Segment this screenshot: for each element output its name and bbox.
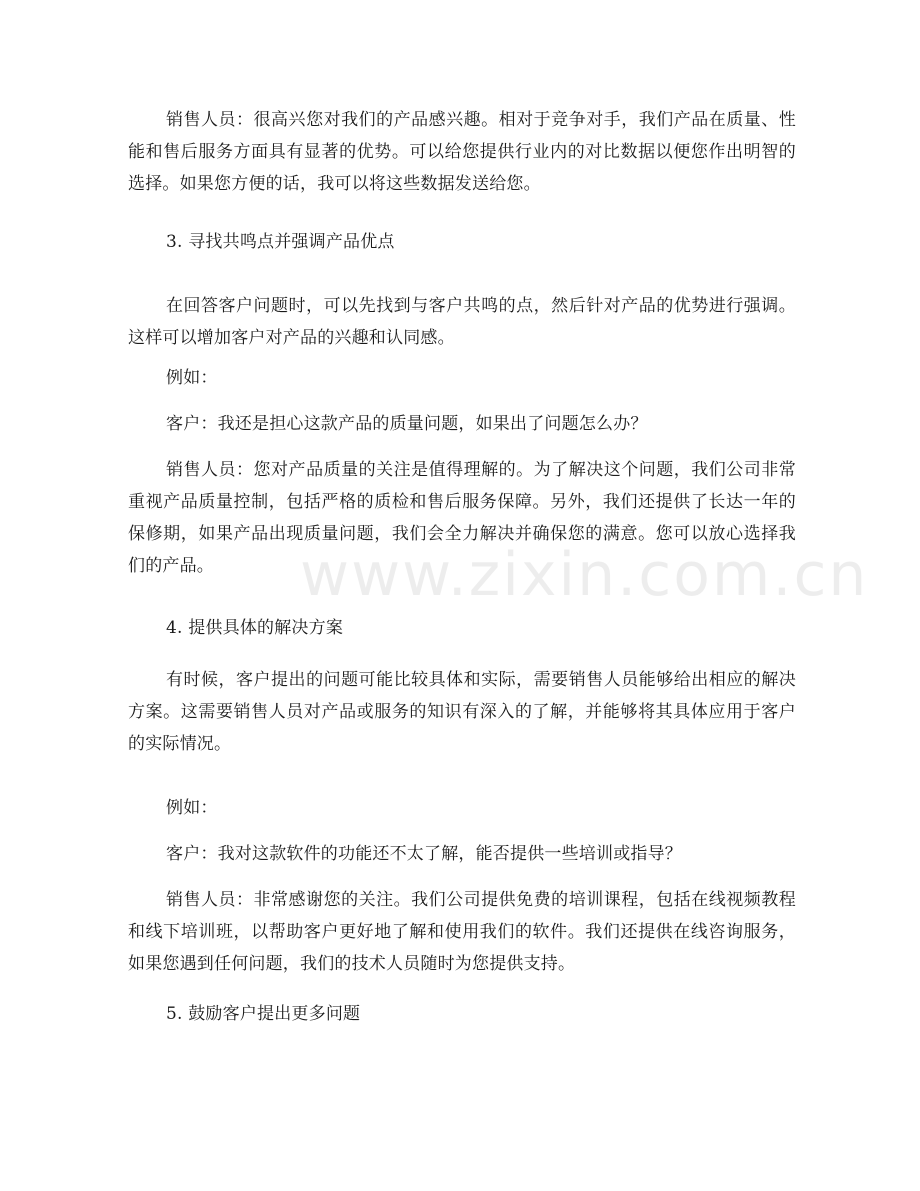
paragraph-customer-question-2: 客户：我对这款软件的功能还不太了解，能否提供一些培训或指导？ bbox=[166, 844, 682, 864]
watermark: www.zixin.com.cn bbox=[300, 540, 869, 610]
section-heading-3: 3. 寻找共鸣点并强调产品优点 bbox=[166, 232, 395, 252]
paragraph-section-3-intro: 在回答客户问题时，可以先找到与客户共鸣的点，然后针对产品的优势进行强调。这样可以增加客户对产品的兴趣和认同感。 bbox=[128, 296, 796, 348]
paragraph-customer-question-1: 客户：我还是担心这款产品的质量问题，如果出了问题怎么办？ bbox=[166, 414, 648, 434]
section-heading-4: 4. 提供具体的解决方案 bbox=[166, 618, 344, 638]
paragraph-sales-reply-1: 销售人员：很高兴您对我们的产品感兴趣。相对于竞争对手，我们产品在质量、性能和售后服务方面具有显著的优势。可以给您提供行业内的对比数据以便您作出明智的选择。如果您方便的话，我可以将这些数据发送给您。 bbox=[128, 110, 796, 194]
paragraph-section-4-intro: 有时候，客户提出的问题可能比较具体和实际，需要销售人员能够给出相应的解决方案。这需要销售人员对产品或服务的知识有深入的了解，并能够将其具体应用于客户的实际情况。 bbox=[128, 670, 796, 754]
paragraph-sales-reply-2: 销售人员：您对产品质量的关注是值得理解的。为了解决这个问题，我们公司非常重视产品质量控制，包括严格的质检和售后服务保障。另外，我们还提供了长达一年的保修期，如果产品出现质量问题，我们会全力解决并确保您的满意。您可以放心选择我们的产品。 bbox=[128, 460, 796, 576]
paragraph-example-label-2: 例如： bbox=[166, 798, 218, 818]
paragraph-sales-reply-3: 销售人员：非常感谢您的关注。我们公司提供免费的培训课程，包括在线视频教程和线下培训班，以帮助客户更好地了解和使用我们的软件。我们还提供在线咨询服务，如果您遇到任何问题，我们的技术人员随时为您提供支持。 bbox=[128, 890, 796, 974]
section-heading-5: 5. 鼓励客户提出更多问题 bbox=[166, 1004, 361, 1024]
paragraph-example-label-1: 例如： bbox=[166, 368, 218, 388]
